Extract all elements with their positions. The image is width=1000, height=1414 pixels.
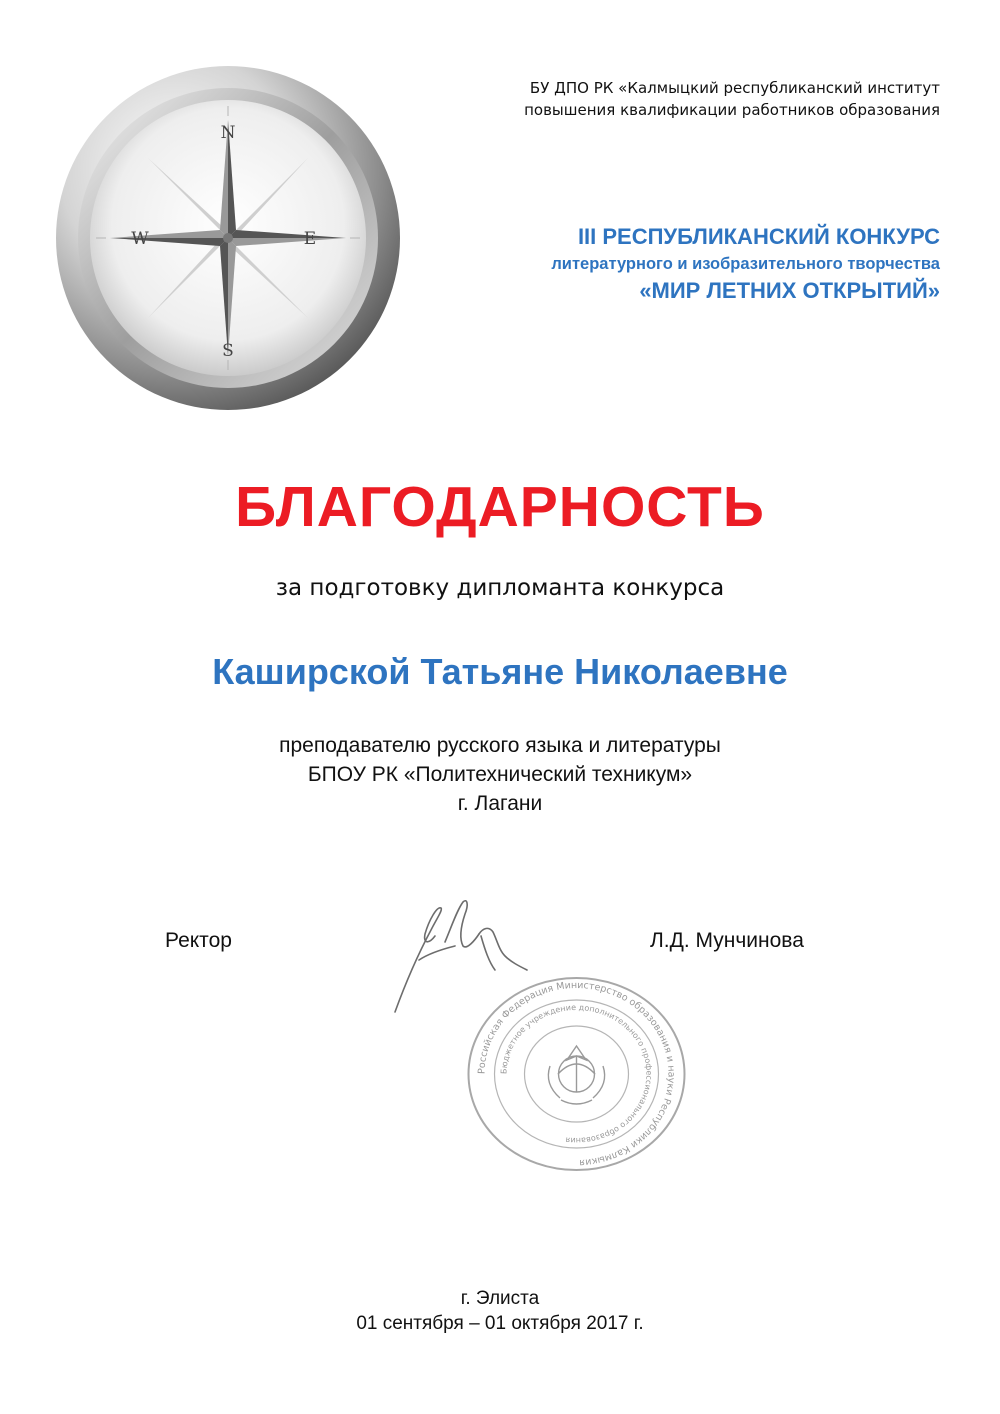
- footer-city: г. Элиста: [460, 1288, 540, 1309]
- recipient-name: Каширской Татьяне Николаевне: [212, 651, 788, 692]
- org-line-1: БУ ДПО РК «Калмыцкий республиканский институт: [529, 79, 940, 97]
- details-position: преподавателю русского языка и литературы: [279, 734, 721, 757]
- certificate-title: БЛАГОДАРНОСТЬ: [235, 475, 765, 539]
- seal-inner-text: Бюджетное учреждение дополнительного профессионального образования: [499, 1002, 654, 1146]
- compass-n: N: [220, 123, 236, 143]
- footer: [0, 1286, 1000, 1336]
- certificate-subtitle: за подготовку дипломанта конкурса: [275, 575, 725, 601]
- contest-block: [320, 222, 940, 306]
- rector-name: Л.Д. Мунчинова: [650, 929, 804, 952]
- footer-dates: 01 сентября – 01 октября 2017 г.: [356, 1313, 644, 1334]
- compass-e: E: [303, 229, 317, 249]
- rector-signature: [385, 890, 535, 1020]
- contest-line-1: III РЕСПУБЛИКАНСКИЙ КОНКУРС: [577, 224, 940, 249]
- recipient-details: [0, 731, 1000, 818]
- org-line-2: повышения квалификации работников образования: [524, 101, 940, 119]
- compass-s: S: [222, 341, 234, 361]
- compass-w: W: [131, 229, 149, 249]
- seal-outer-text: Российская Федерация Министерство образования и науки Республики Калмыкия: [476, 979, 677, 1168]
- seal-emblem-icon: [548, 1046, 604, 1104]
- contest-line-2: литературного и изобразительного творчества: [551, 255, 940, 273]
- contest-line-3: «МИР ЛЕТНИХ ОТКРЫТИЙ»: [639, 278, 940, 303]
- details-institution: БПОУ РК «Политехнический техникум»: [307, 763, 693, 786]
- details-city: г. Лагани: [457, 792, 543, 815]
- organization-header: [380, 77, 940, 121]
- rector-label: Ректор: [165, 929, 232, 952]
